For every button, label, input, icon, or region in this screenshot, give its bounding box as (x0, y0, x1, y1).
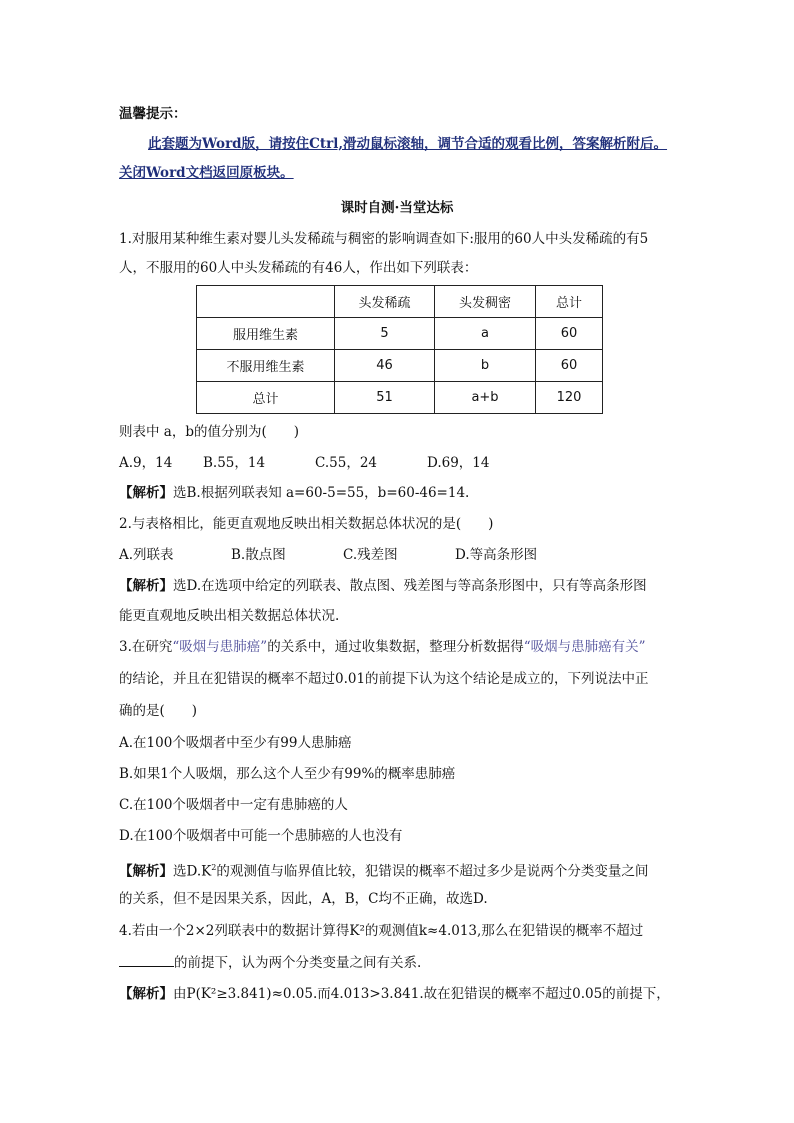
q3-quote-2: “吸烟与患肺癌有关” (523, 639, 646, 655)
q2-stem: 2.与表格相比，能更直观地反映出相关数据总体状况的是( ) (119, 516, 494, 532)
q3-stem-part: 的关系中，通过收集数据，整理分析数据得 (267, 639, 524, 655)
table-header: 头发稠密 (435, 286, 536, 318)
analysis-text: 选D.在选项中给定的列联表、散点图、残差图与等高条形图中，只有等高条形图 (173, 578, 647, 594)
table-header: 头发稀疏 (335, 286, 435, 318)
table-cell: b (435, 350, 536, 382)
table-cell: 服用维生素 (197, 318, 335, 350)
tip-title: 温馨提示： (119, 106, 187, 122)
analysis-text: 选B.根据列联表知 a=60-5=55，b=60-46=14. (173, 485, 470, 501)
analysis-text: 选D.K (173, 863, 212, 880)
q3-analysis-line-1 (119, 858, 648, 882)
superscript: 2 (211, 863, 217, 872)
option-c: C.55，24 (315, 455, 377, 471)
analysis-tag: 【解析】 (119, 485, 173, 501)
q3-quote-1: “吸烟与患肺癌” (172, 639, 268, 655)
q3-option-b: B.如果1个人吸烟，那么这个人至少有99%的概率患肺癌 (119, 766, 456, 782)
option-c: C.残差图 (343, 547, 398, 563)
table-cell: 5 (335, 318, 435, 350)
table-cell: 不服用维生素 (197, 350, 335, 382)
q1-stem-line-1: 1.对服用某种维生素对婴儿头发稀疏与稠密的影响调查如下:服用的60人中头发稀疏的有5 (119, 231, 649, 247)
table-cell: 46 (335, 350, 435, 382)
option-a: A.9，14 (119, 455, 173, 471)
analysis-text: 由P(K²≥3.841)≈0.05.而4.013>3.841.故在犯错误的概率不超过0.05的前提下， (173, 986, 670, 1002)
q3-option-d: D.在100个吸烟者中可能一个患肺癌的人也没有 (119, 828, 403, 844)
tip-line-2[interactable]: 关闭Word文档返回原板块。 (119, 165, 294, 181)
tip-line-1[interactable]: 此套题为Word版，请按住Ctrl,滑动鼠标滚轴，调节合适的观看比例，答案解析附后。 (148, 136, 668, 152)
q4-analysis (119, 984, 670, 1004)
analysis-tag: 【解析】 (119, 863, 173, 880)
contingency-table (196, 285, 603, 414)
q3-option-c: C.在100个吸烟者中一定有患肺癌的人 (119, 797, 348, 813)
analysis-text: 的观测值与临界值比较，犯错误的概率不超过多少是说两个分类变量之间 (216, 863, 649, 880)
q1-analysis (119, 483, 469, 503)
option-b: B.55，14 (203, 455, 266, 471)
q3-stem-line-3: 确的是( ) (119, 703, 198, 719)
table-cell: a (435, 318, 536, 350)
table-cell (197, 286, 335, 318)
table-header-row (197, 286, 603, 318)
table-row (197, 350, 603, 382)
table-header: 总计 (536, 286, 603, 318)
q4-stem-text: 的前提下，认为两个分类变量之间有关系. (174, 955, 422, 971)
q4-stem-line-1: 4.若由一个2×2列联表中的数据计算得K²的观测值k≈4.013,那么在犯错误的概率不超过 (119, 923, 644, 939)
analysis-tag: 【解析】 (119, 578, 173, 594)
q3-option-a: A.在100个吸烟者中至少有99人患肺癌 (119, 735, 352, 751)
option-d: D.等高条形图 (455, 547, 538, 563)
table-row (197, 318, 603, 350)
q1-stem-line-2: 人，不服用的60人中头发稀疏的有46人，作出如下列联表： (119, 260, 478, 276)
table-cell: 60 (536, 318, 603, 350)
q2-analysis-line-2: 能更直观地反映出相关数据总体状况. (119, 608, 340, 624)
q4-stem-line-2 (119, 952, 421, 973)
q1-ask: 则表中 a，b的值分别为( ) (119, 424, 300, 440)
q3-analysis-line-2: 的关系，但不是因果关系，因此，A，B，C均不正确，故选D. (119, 891, 488, 907)
table-cell: a+b (435, 382, 536, 414)
q2-options (119, 545, 537, 565)
q3-stem-part: 3.在研究 (119, 639, 173, 655)
analysis-tag: 【解析】 (119, 986, 173, 1002)
q1-options (119, 453, 490, 473)
table-cell: 60 (536, 350, 603, 382)
q3-stem-line-2: 的结论，并且在犯错误的概率不超过0.01的前提下认为这个结论是成立的，下列说法中正 (119, 671, 649, 687)
option-d: D.69，14 (427, 455, 490, 471)
table-row (197, 382, 603, 414)
table-cell: 120 (536, 382, 603, 414)
answer-blank[interactable] (119, 952, 174, 967)
q3-stem-line-1 (119, 637, 646, 657)
q2-analysis-line-1 (119, 576, 647, 596)
table-cell: 51 (335, 382, 435, 414)
table-cell: 总计 (197, 382, 335, 414)
option-a: A.列联表 (119, 547, 174, 563)
option-b: B.散点图 (231, 547, 286, 563)
section-title: 课时自测·当堂达标 (340, 200, 454, 216)
